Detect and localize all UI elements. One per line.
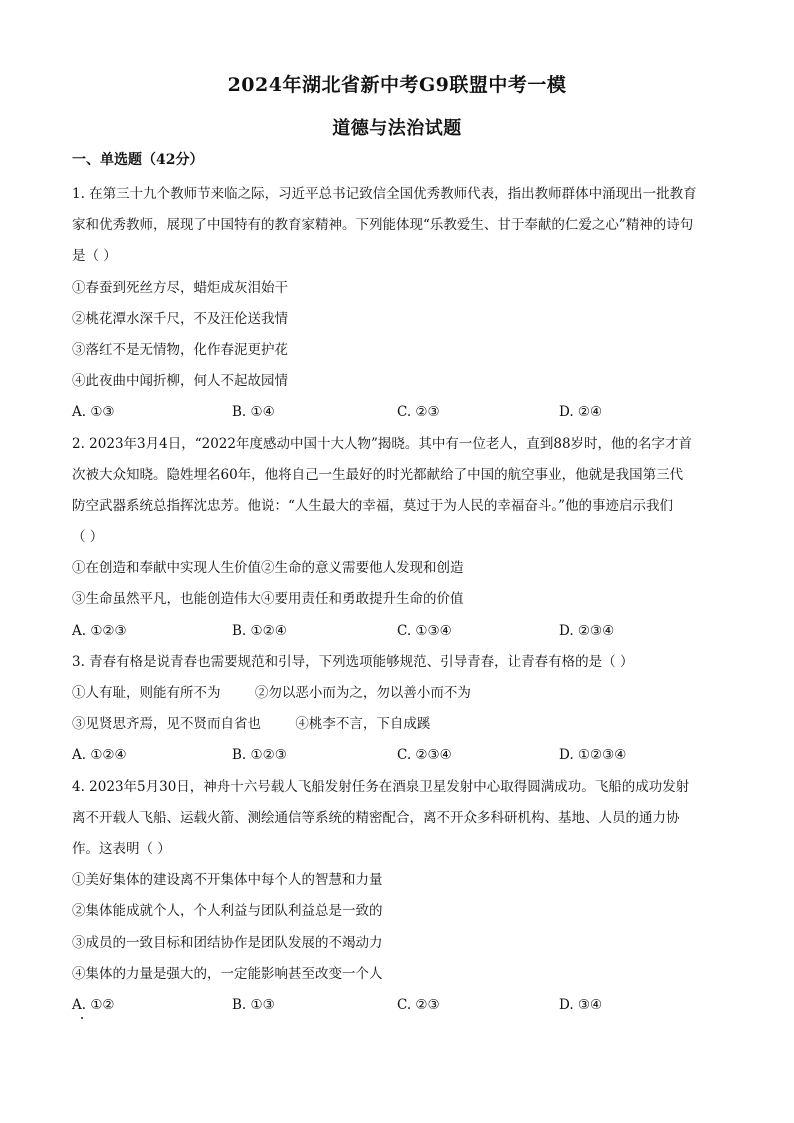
- option-d: D. ①②③④: [559, 747, 627, 764]
- question-text-line: 2. 2023年3月4日，“2022年度感动中国十大人物”揭晓。其中有一位老人，直到88岁时，他的名字才首: [72, 435, 693, 452]
- option-c: C. ①③④: [397, 622, 452, 639]
- question-3: [72, 647, 724, 772]
- answer-options: [72, 990, 724, 1021]
- statement-line: ④此夜曲中闻折柳，何人不起故园情: [72, 373, 288, 390]
- question-text-line: 作。这表明（ ）: [72, 840, 171, 857]
- section-heading: 一、单选题（42分）: [72, 152, 204, 168]
- statement-line: ③见贤思齐焉，见不贤而自省也 ④桃李不言，下自成蹊: [72, 716, 431, 733]
- statement-line: ①美好集体的建设离不开集体中每个人的智慧和力量: [72, 872, 383, 889]
- question-4: [72, 772, 724, 1022]
- question-text-line: 是（ ）: [72, 248, 117, 265]
- question-text-line: 防空武器系统总指挥沈忠芳。他说：“人生最大的幸福，莫过于为人民的幸福奋斗。”他的事迹启示我们: [72, 497, 674, 514]
- question-1: [72, 179, 724, 429]
- option-c: C. ②③: [397, 996, 440, 1013]
- option-a: A. ①②③: [72, 622, 127, 639]
- answer-options: [72, 616, 724, 647]
- question-text-line: 次被大众知晓。隐姓埋名60年，他将自己一生最好的时光都献给了中国的航空事业，他就是我国第三代: [72, 466, 684, 483]
- exam-subtitle: 道德与法治试题: [332, 118, 462, 139]
- question-text-line: 3. 青春有格是说青春也需要规范和引导，下列选项能够规范、引导青春，让青春有格的是（ ）: [72, 653, 634, 670]
- option-d: D. ③④: [559, 996, 603, 1013]
- scan-dot: [81, 1017, 83, 1019]
- option-b: B. ①③: [232, 996, 275, 1013]
- option-a: A. ①③: [72, 404, 115, 421]
- answer-options: [72, 397, 724, 428]
- statement-line: ③生命虽然平凡，也能创造伟大④要用责任和勇敢提升生命的价值: [72, 591, 464, 608]
- question-text-line: 家和优秀教师，展现了中国特有的教育家精神。下列能体现“乐教爱生、甘于奉献的仁爱之心”精神的诗句: [72, 217, 694, 234]
- question-text-line: 离不开载人飞船、运载火箭、测绘通信等系统的精密配合，离不开众多科研机构、基地、人员的通力协: [72, 809, 680, 826]
- statement-line: ①在创造和奉献中实现人生价值②生命的意义需要他人发现和创造: [72, 560, 464, 577]
- option-b: B. ①②③: [232, 747, 287, 764]
- answer-options: [72, 740, 724, 771]
- statement-line: ③落红不是无情物，化作春泥更护花: [72, 341, 288, 358]
- statement-line: ①人有耻，则能有所不为 ②勿以恶小而为之，勿以善小而不为: [72, 685, 471, 701]
- statement-line: ②集体能成就个人，个人利益与团队利益总是一致的: [72, 903, 383, 920]
- option-a: A. ①②④: [72, 747, 127, 764]
- question-text-line: 1. 在第三十九个教师节来临之际，习近平总书记致信全国优秀教师代表，指出教师群体中涌现出一批教育: [72, 186, 697, 202]
- statement-line: ②桃花潭水深千尺，不及汪伦送我情: [72, 310, 288, 327]
- option-d: D. ②③④: [559, 622, 615, 639]
- exam-content: [72, 148, 724, 1021]
- statement-line: ④集体的力量是强大的，一定能影响甚至改变一个人: [72, 965, 383, 982]
- option-b: B. ①②④: [232, 622, 287, 639]
- option-c: C. ②③④: [397, 747, 452, 764]
- statement-line: ①春蚕到死丝方尽，蜡炬成灰泪始干: [72, 279, 288, 296]
- statement-line: ③成员的一致目标和团结协作是团队发展的不竭动力: [72, 934, 383, 951]
- question-text-line: 4. 2023年5月30日，神舟十六号载人飞船发射任务在酒泉卫星发射中心取得圆满成功。飞船的成功发射: [72, 778, 690, 795]
- option-b: B. ①④: [232, 404, 275, 421]
- exam-title: 2024年湖北省新中考G9联盟中考一模: [227, 74, 567, 96]
- option-c: C. ②③: [397, 404, 440, 421]
- question-2: [72, 429, 724, 647]
- question-text-line: （ ）: [72, 529, 104, 546]
- option-a: A. ①②: [72, 996, 115, 1013]
- option-d: D. ②④: [559, 404, 603, 421]
